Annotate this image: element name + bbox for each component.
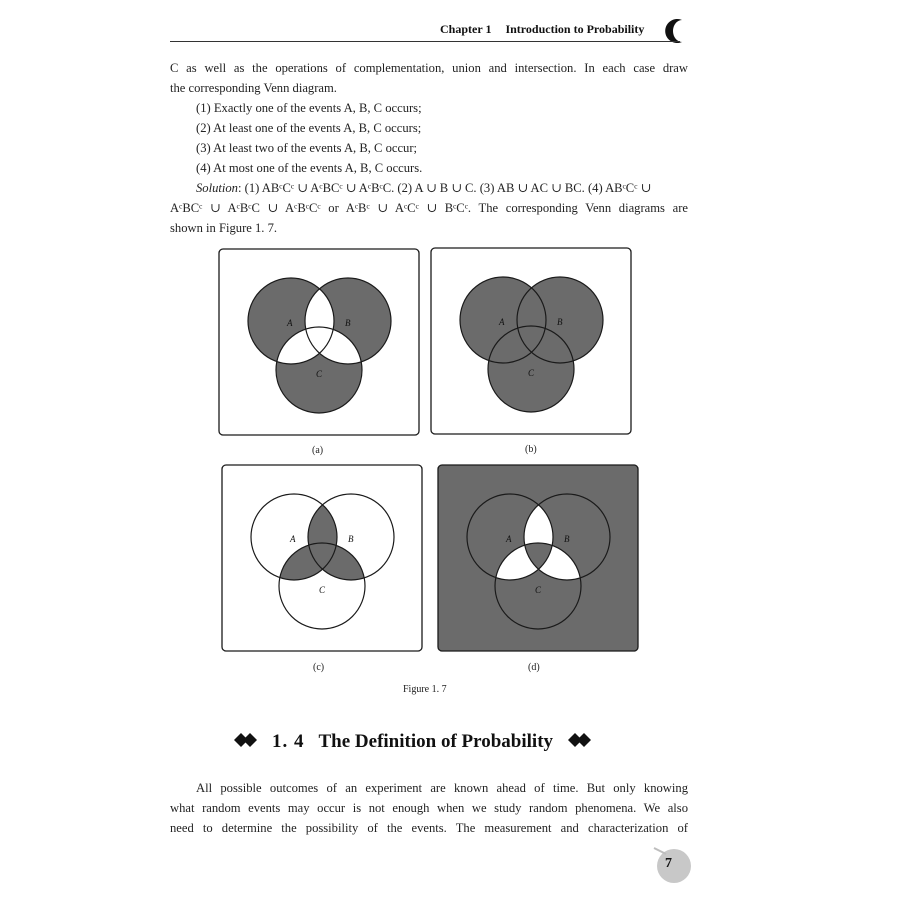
panel-caption-d: (d) [528, 662, 540, 673]
chapter-label: Chapter 1 [440, 22, 492, 36]
venn-label-b: B [348, 534, 354, 544]
venn-label-b: B [557, 317, 563, 327]
venn-label-a: A [290, 534, 296, 544]
venn-label-a: A [499, 317, 505, 327]
solution-text: : (1) ABᶜCᶜ ∪ AᶜBCᶜ ∪ AᶜBᶜC. (2) A ∪ B ∪ C. (3) AB ∪ AC ∪ BC. (4) ABᶜCᶜ ∪ [237, 181, 652, 195]
page-number: 7 [665, 856, 672, 871]
venn-label-a: A [506, 534, 512, 544]
venn-label-c: C [528, 368, 535, 378]
list-item: (1) Exactly one of the events A, B, C occurs; [196, 101, 422, 115]
solution-line-2: AᶜBCᶜ ∪ AᶜBᶜC ∪ AᶜBᶜCᶜ or AᶜBᶜ ∪ AᶜCᶜ ∪ BᶜCᶜ. The corresponding Venn diagrams are [170, 201, 688, 215]
solution-line-1 [196, 178, 688, 198]
section-number: 1. 4 [272, 731, 305, 752]
venn-label-c: C [316, 369, 323, 379]
venn-label-b: B [564, 534, 570, 544]
figure-caption: Figure 1. 7 [403, 684, 447, 695]
venn-panel-a [216, 246, 422, 438]
section-title: The Definition of Probability [318, 731, 554, 752]
venn-panel-c [219, 462, 425, 654]
chapter-title: Introduction to Probability [505, 22, 645, 36]
venn-label-c: C [319, 585, 326, 595]
venn-label-b: B [345, 318, 351, 328]
diamond-ornament-icon [232, 732, 260, 748]
venn-panel-b [428, 245, 634, 437]
header-rule [170, 41, 680, 42]
list-item: (2) At least one of the events A, B, C occurs; [196, 121, 422, 135]
panel-caption-c: (c) [313, 662, 325, 673]
venn-panel-d [435, 462, 641, 654]
running-head [440, 22, 644, 37]
panel-caption-a: (a) [312, 445, 324, 456]
solution-line-3: shown in Figure 1. 7. [170, 221, 278, 235]
solution-label: Solution [196, 181, 238, 195]
list-item: (3) At least two of the events A, B, C occur; [196, 141, 418, 155]
venn-label-a: A [287, 318, 293, 328]
page-number-badge-icon [650, 844, 694, 888]
body-line-2: what random events may occur is not enough when we study random phenomena. We also [170, 801, 688, 815]
panel-caption-b: (b) [525, 444, 537, 455]
body-line-3: need to determine the possibility of the events. The measurement and characterization of [170, 821, 688, 835]
venn-label-c: C [535, 585, 542, 595]
diamond-ornament-icon [566, 732, 594, 748]
intro-line-1: C as well as the operations of complementation, union and intersection. In each case draw [170, 61, 688, 75]
intro-line-2: the corresponding Venn diagram. [170, 81, 337, 95]
list-item: (4) At most one of the events A, B, C occurs. [196, 161, 423, 175]
body-line-1: All possible outcomes of an experiment are known ahead of time. But only knowing [196, 781, 688, 795]
section-heading [232, 731, 594, 753]
